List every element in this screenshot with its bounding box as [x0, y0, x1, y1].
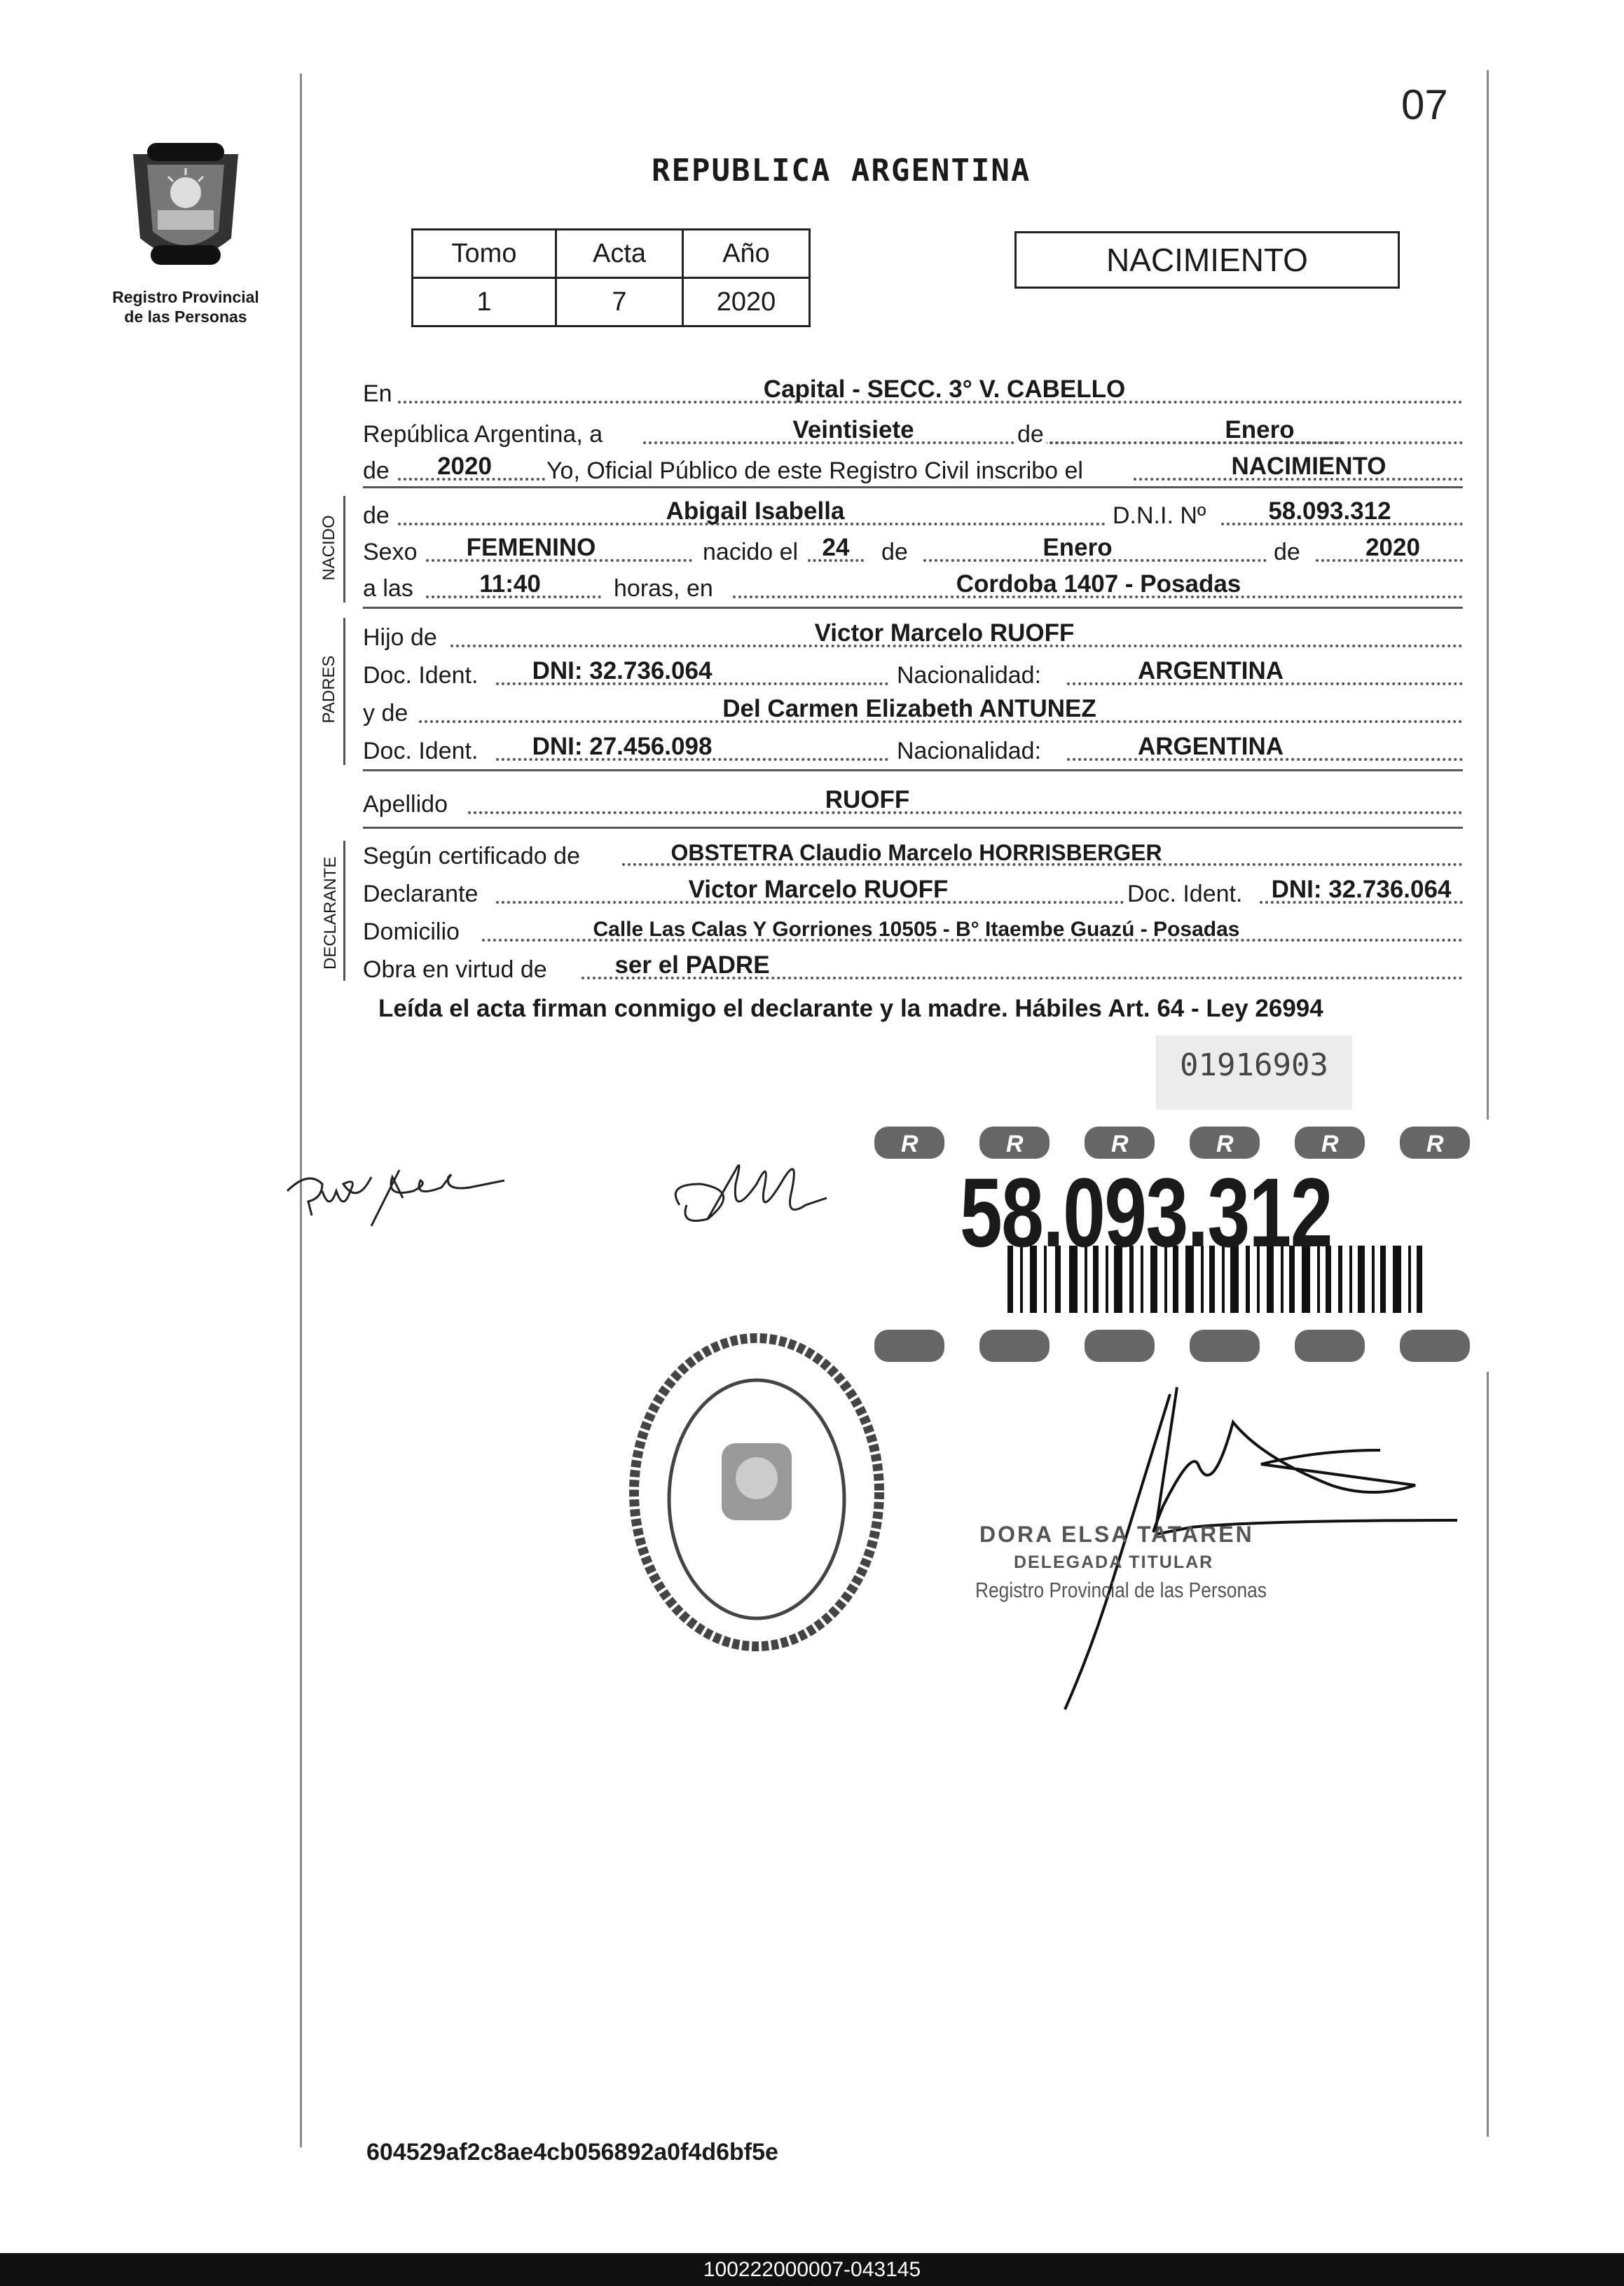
record-type-box: NACIMIENTO	[1014, 231, 1400, 289]
value-month: Enero	[1225, 416, 1295, 443]
label-horas: horas, en	[614, 575, 713, 602]
value-year: 2020	[437, 453, 492, 480]
label-a-las: a las	[363, 575, 413, 602]
value-time: 11:40	[479, 570, 541, 598]
label-de: de	[1014, 421, 1047, 448]
sticker-dni-number: 58.093.312	[960, 1157, 1332, 1267]
value-mother-nat: ARGENTINA	[1137, 733, 1284, 760]
label-apellido: Apellido	[363, 791, 448, 818]
label-obra: Obra en virtud de	[363, 956, 547, 983]
label-dni: D.N.I. Nº	[1113, 502, 1206, 529]
value-apellido: RUOFF	[825, 786, 910, 813]
row-domicilio	[363, 909, 1463, 946]
label-de-month: de	[881, 539, 908, 565]
section-padres: PADRES	[319, 655, 338, 724]
row-mother-doc	[363, 729, 1463, 765]
label-de-year2: de	[1274, 539, 1300, 565]
value-domicilio: Calle Las Calas Y Gorriones 10505 - B° Itaembe Guazú - Posadas	[593, 918, 1240, 941]
svg-text:R: R	[1321, 1131, 1339, 1157]
value-place: Capital - SECC. 3° V. CABELLO	[763, 376, 1126, 403]
officer-org: Registro Provincial de las Personas	[975, 1578, 1267, 1602]
registry-table-header	[413, 230, 810, 278]
label-hijo-de: Hijo de	[363, 624, 437, 651]
svg-text:R: R	[1216, 1131, 1234, 1157]
label-domicilio: Domicilio	[363, 918, 460, 945]
value-father-nat: ARGENTINA	[1137, 657, 1284, 684]
document-hash: 604529af2c8ae4cb056892a0f4d6bf5e	[366, 2139, 778, 2165]
issuer-line-1: Registro Provincial	[112, 288, 259, 306]
value-declarante-doc: DNI: 32.736.064	[1271, 876, 1452, 903]
value-mother: Del Carmen Elizabeth ANTUNEZ	[722, 695, 1096, 722]
label-mother-nat: Nacionalidad:	[897, 738, 1042, 764]
registry-table-values	[413, 278, 810, 326]
value-certificado: OBSTETRA Claudio Marcelo HORRISBERGER	[670, 840, 1162, 865]
officer-name: DORA ELSA TATAREN	[979, 1522, 1254, 1547]
svg-text:R: R	[901, 1131, 918, 1157]
row-y-de	[363, 691, 1463, 727]
row-certificado	[363, 834, 1463, 870]
document-title: REPUBLICA ARGENTINA	[652, 153, 1031, 188]
label-de-name: de	[363, 502, 390, 529]
section-declarante: DECLARANTE	[321, 856, 340, 970]
value-child-dni: 58.093.312	[1268, 497, 1391, 525]
value-obra: ser el PADRE	[614, 951, 770, 979]
value-birth-day: 24	[822, 534, 850, 561]
row-nacido-name	[363, 493, 1463, 530]
value-ano: 2020	[683, 278, 810, 326]
svg-text:R: R	[1426, 1131, 1444, 1157]
row-hijo-de	[363, 615, 1463, 652]
label-declarante: Declarante	[363, 881, 479, 907]
registry-round-seal-icon	[627, 1331, 886, 1653]
closing-text: Leída el acta firman conmigo el declarante y la madre. Hábiles Art. 64 - Ley 26994	[378, 995, 1323, 1022]
issuer-label	[91, 287, 280, 326]
svg-text:R: R	[1006, 1131, 1024, 1157]
row-sexo	[363, 530, 1463, 566]
label-republica: República Argentina, a	[363, 421, 603, 448]
right-border-line	[1487, 70, 1489, 2137]
province-seal-icon	[119, 133, 252, 284]
row-republica	[363, 412, 1463, 448]
label-inscribo: Yo, Oficial Público de este Registro Civil inscribo el	[546, 457, 1083, 484]
row-apellido	[363, 782, 1463, 818]
header-tomo: Tomo	[413, 230, 556, 278]
page-number: 07	[1401, 81, 1448, 128]
issuer-line-2: de las Personas	[124, 308, 247, 326]
row-father-doc	[363, 653, 1463, 689]
value-birth-year: 2020	[1365, 534, 1420, 561]
value-birth-month: Enero	[1042, 534, 1113, 561]
value-father: Victor Marcelo RUOFF	[814, 619, 1075, 647]
label-y-de: y de	[363, 700, 408, 727]
svg-text:R: R	[1111, 1131, 1129, 1157]
value-declarante: Victor Marcelo RUOFF	[688, 876, 949, 903]
value-mother-doc: DNI: 27.456.098	[532, 733, 713, 760]
label-father-doc: Doc. Ident.	[363, 662, 479, 689]
registry-table	[411, 228, 811, 327]
value-acta: 7	[556, 278, 683, 326]
label-sexo: Sexo	[363, 539, 418, 565]
label-de-year: de	[363, 457, 390, 484]
label-certificado: Según certificado de	[363, 843, 580, 869]
header-acta: Acta	[556, 230, 683, 278]
left-border-line	[300, 74, 302, 2147]
declarant-signature-icon	[280, 1149, 560, 1261]
row-inscribo	[363, 448, 1463, 485]
section-nacido: NACIDO	[319, 515, 338, 581]
value-sexo: FEMENINO	[466, 534, 596, 561]
officer-title: DELEGADA TITULAR	[1014, 1552, 1214, 1572]
row-obra	[363, 947, 1463, 984]
label-father-nat: Nacionalidad:	[897, 662, 1042, 689]
value-act-type: NACIMIENTO	[1231, 453, 1386, 480]
mother-signature-icon	[666, 1142, 876, 1261]
value-birth-place: Cordoba 1407 - Posadas	[956, 570, 1241, 598]
header-ano: Año	[683, 230, 810, 278]
label-nacido-el: nacido el	[703, 539, 799, 565]
value-father-doc: DNI: 32.736.064	[532, 657, 713, 684]
row-en	[363, 371, 1463, 408]
value-tomo: 1	[413, 278, 556, 326]
value-child-name: Abigail Isabella	[666, 497, 845, 525]
serial-stamp: 01916903	[1156, 1035, 1352, 1110]
label-declarante-doc: Doc. Ident.	[1123, 881, 1246, 908]
row-hora	[363, 566, 1463, 603]
value-day: Veintisiete	[792, 416, 914, 443]
scan-id-bar: 100222000007-043145	[0, 2253, 1624, 2286]
row-declarante	[363, 872, 1463, 908]
label-mother-doc: Doc. Ident.	[363, 738, 479, 764]
label-en: En	[363, 380, 392, 407]
